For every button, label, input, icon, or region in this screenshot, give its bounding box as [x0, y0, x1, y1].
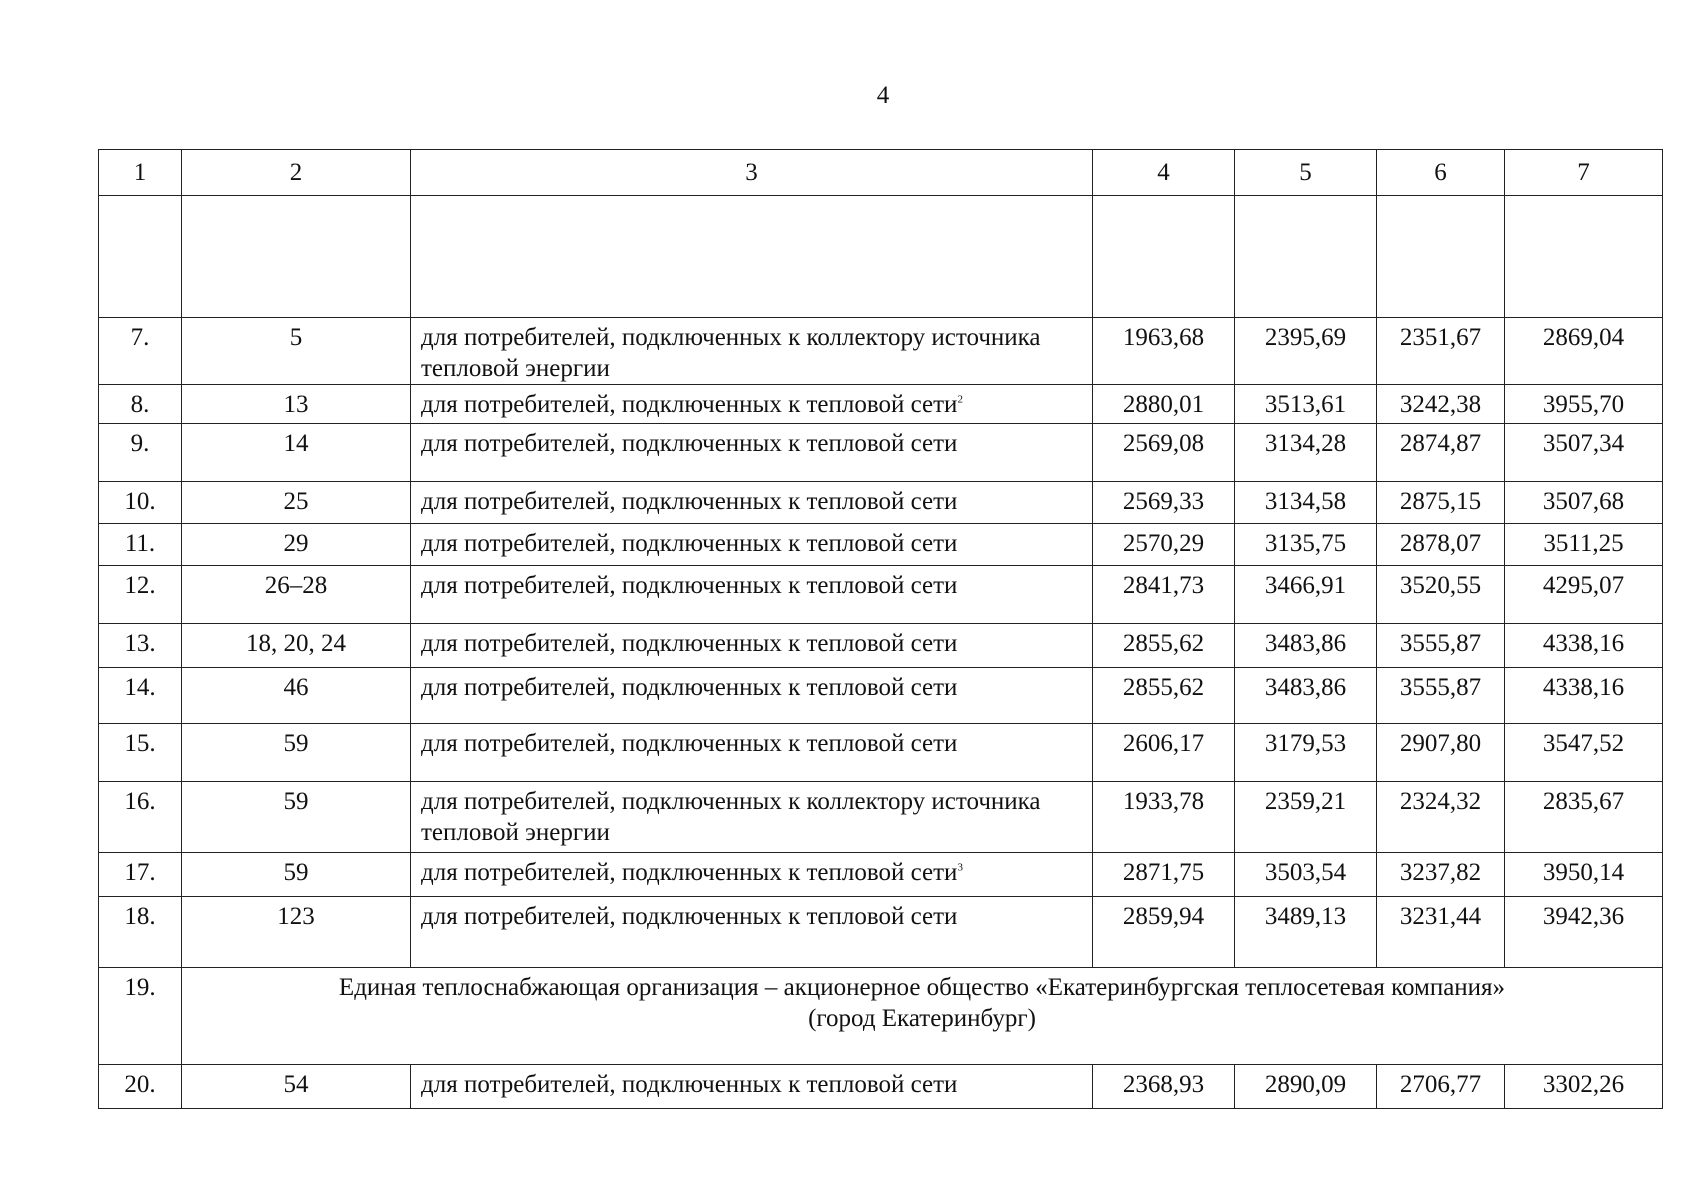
row-value-6: 3237,82: [1399, 859, 1482, 886]
row-value-4: 1963,68: [1122, 324, 1205, 351]
row-code: 59: [283, 788, 309, 815]
row-value-4: 2570,29: [1122, 530, 1205, 557]
row-description: для потребителей, подключенных к тепловой сети: [421, 903, 958, 930]
row-description: для потребителей, подключенных к тепловой сети: [421, 572, 958, 599]
row-description: для потребителей, подключенных к тепловой сети: [421, 1071, 958, 1098]
row-number: 9.: [130, 430, 150, 457]
row-value-5: 3135,75: [1264, 530, 1347, 557]
row-value-5: 3134,28: [1264, 430, 1347, 457]
row-value-4: 2871,75: [1122, 859, 1205, 886]
row-value-7: 3950,14: [1542, 859, 1625, 886]
row-description: для потребителей, подключенных к тепловой сети: [421, 730, 958, 757]
row-value-4: 2368,93: [1122, 1071, 1205, 1098]
row-value-5: 3483,86: [1264, 630, 1347, 657]
row-value-7: 3942,36: [1542, 903, 1625, 930]
row-description: для потребителей, подключенных к тепловой сети: [421, 430, 958, 457]
table-row: [99, 624, 1663, 668]
section-title-line2: (город Екатеринбург): [808, 1005, 1036, 1032]
row-description: для потребителей, подключенных к тепловой сети: [421, 488, 958, 515]
row-value-5: 2890,09: [1264, 1071, 1347, 1098]
table-body: [99, 318, 1663, 968]
table-row: [99, 524, 1663, 566]
row-value-7: 3547,52: [1542, 730, 1625, 757]
row-value-5: 2359,21: [1264, 788, 1347, 815]
row-value-6: 3555,87: [1399, 630, 1482, 657]
row-value-7: 3955,70: [1542, 391, 1625, 418]
row-number: 19.: [124, 974, 156, 1001]
row-code: 59: [283, 859, 309, 886]
row-code: 14: [283, 430, 309, 457]
table-row: [99, 385, 1663, 424]
table-row: [99, 318, 1663, 385]
row-value-7: 4338,16: [1542, 630, 1625, 657]
row-value-6: 3520,55: [1399, 572, 1482, 599]
row-value-5: 3503,54: [1264, 859, 1347, 886]
row-number: 10.: [124, 488, 156, 515]
row-value-4: 2855,62: [1122, 630, 1205, 657]
table-row: [99, 853, 1663, 897]
row-value-7: 3302,26: [1542, 1071, 1625, 1098]
row-number: 17.: [124, 859, 156, 886]
header-cell: 6: [1377, 150, 1505, 196]
row-value-5: 3466,91: [1264, 572, 1347, 599]
row-code: 29: [283, 530, 309, 557]
row-number: 11.: [124, 530, 156, 557]
row-description: для потребителей, подключенных к коллектору источника тепловой энергии: [421, 788, 1041, 846]
row-value-6: 2706,77: [1399, 1071, 1482, 1098]
row-number: 12.: [124, 572, 156, 599]
row-value-7: 3511,25: [1543, 530, 1624, 557]
row-description: для потребителей, подключенных к коллектору источника тепловой энергии: [421, 324, 1041, 382]
row-description: для потребителей, подключенных к тепловой сети: [421, 391, 958, 418]
row-value-5: 3179,53: [1264, 730, 1347, 757]
row-value-4: 2859,94: [1122, 903, 1205, 930]
row-value-4: 2606,17: [1122, 730, 1205, 757]
table-row: [99, 1065, 1663, 1109]
table-row: [99, 424, 1663, 482]
header-cell: 7: [1505, 150, 1663, 196]
page-number: 4: [876, 82, 890, 109]
row-value-4: 2880,01: [1122, 391, 1205, 418]
row-description: для потребителей, подключенных к тепловой сети: [421, 859, 958, 886]
row-value-5: 3489,13: [1264, 903, 1347, 930]
row-value-4: 2569,08: [1122, 430, 1205, 457]
row-value-7: 4338,16: [1542, 674, 1625, 701]
footnote-marker: 3: [957, 861, 963, 874]
row-number: 8.: [130, 391, 150, 418]
row-code: 46: [283, 674, 309, 701]
row-code: 5: [289, 324, 303, 351]
header-cell: 4: [1093, 150, 1235, 196]
row-number: 13.: [124, 630, 156, 657]
row-value-6: 3242,38: [1399, 391, 1482, 418]
header-row: [99, 150, 1663, 196]
row-value-6: 2875,15: [1399, 488, 1482, 515]
row-number: 20.: [124, 1071, 156, 1098]
row-value-6: 2878,07: [1399, 530, 1482, 557]
tariff-table: [98, 149, 1663, 1109]
row-value-5: 2395,69: [1264, 324, 1347, 351]
row-description: для потребителей, подключенных к тепловой сети: [421, 530, 958, 557]
row-value-5: 3483,86: [1264, 674, 1347, 701]
row-description: для потребителей, подключенных к тепловой сети: [421, 630, 958, 657]
table-row: [99, 897, 1663, 968]
empty-row: [99, 196, 1663, 318]
row-value-4: 1933,78: [1122, 788, 1205, 815]
header-cell: 5: [1235, 150, 1377, 196]
row-value-6: 2874,87: [1399, 430, 1482, 457]
row-number: 16.: [124, 788, 156, 815]
row-number: 14.: [124, 674, 156, 701]
row-value-6: 2351,67: [1399, 324, 1482, 351]
row-value-4: 2569,33: [1122, 488, 1205, 515]
row-description: для потребителей, подключенных к тепловой сети: [421, 674, 958, 701]
row-value-6: 3555,87: [1399, 674, 1482, 701]
row-value-5: 3134,58: [1264, 488, 1347, 515]
header-cell: 1: [99, 150, 182, 196]
section-row: [99, 968, 1663, 1065]
header-cell: 3: [411, 150, 1093, 196]
row-value-5: 3513,61: [1264, 391, 1347, 418]
row-code: 59: [283, 730, 309, 757]
table-row: [99, 482, 1663, 524]
row-code: 54: [283, 1071, 309, 1098]
row-number: 15.: [124, 730, 156, 757]
section-title: [182, 968, 1663, 1065]
row-value-7: 3507,34: [1542, 430, 1625, 457]
section-title-line1: Единая теплоснабжающая организация – акционерное общество «Екатеринбургская теплосетевая компания»: [338, 974, 1506, 1001]
header-cell: 2: [182, 150, 411, 196]
table-row: [99, 668, 1663, 724]
row-value-7: 2869,04: [1542, 324, 1625, 351]
row-number: 7.: [130, 324, 150, 351]
footnote-marker: 2: [957, 393, 963, 406]
row-code: 13: [283, 391, 309, 418]
row-code: 18, 20, 24: [246, 630, 346, 657]
row-value-6: 3231,44: [1399, 903, 1482, 930]
row-code: 123: [277, 903, 315, 930]
table-row: [99, 782, 1663, 853]
row-value-7: 3507,68: [1542, 488, 1625, 515]
row-value-7: 4295,07: [1542, 572, 1625, 599]
row-value-7: 2835,67: [1542, 788, 1625, 815]
row-number: 18.: [124, 903, 156, 930]
row-value-6: 2324,32: [1399, 788, 1482, 815]
table-row: [99, 724, 1663, 782]
row-code: 25: [283, 488, 309, 515]
table-body-last: [99, 1065, 1663, 1109]
row-code: 26–28: [264, 572, 328, 599]
row-value-6: 2907,80: [1399, 730, 1482, 757]
row-value-4: 2855,62: [1122, 674, 1205, 701]
table-row: [99, 566, 1663, 624]
row-value-4: 2841,73: [1122, 572, 1205, 599]
